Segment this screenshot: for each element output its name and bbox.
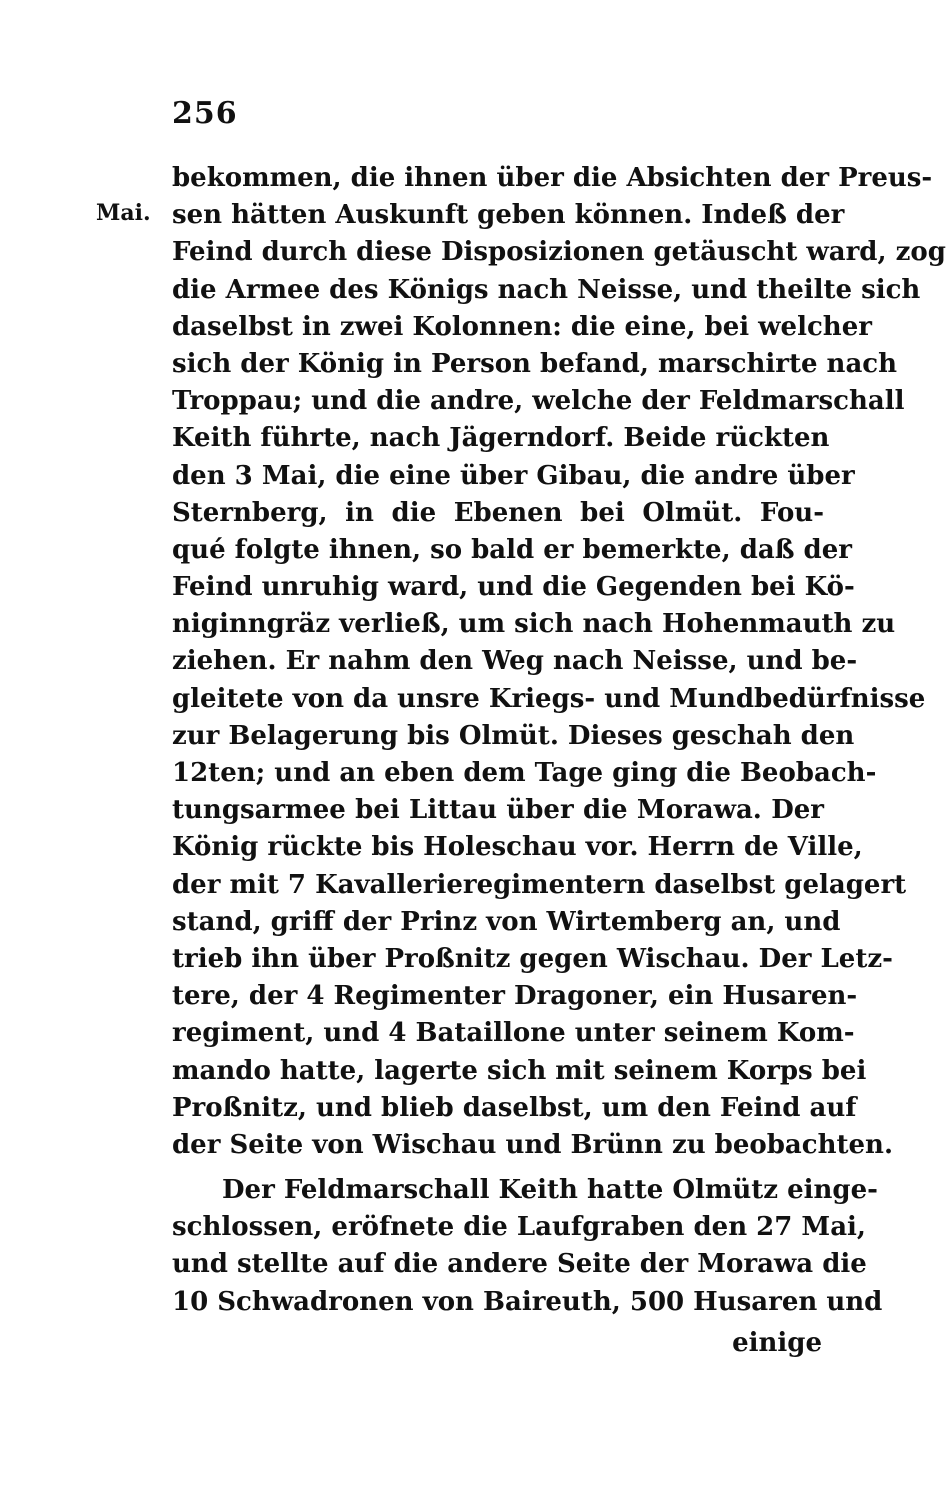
text-line: 12ten; und an eben dem Tage ging die Beobach- (172, 758, 877, 788)
catchword: einige (732, 1328, 822, 1358)
text-line: niginngräz verließ, um sich nach Hohenmauth zu (172, 609, 896, 640)
text-line: bekommen, die ihnen über die Absichten der Preus- (172, 163, 933, 193)
page-number: 256 (172, 96, 238, 131)
text-line: gleitete von da unsre Kriegs- und Mundbedürfnisse (172, 683, 926, 714)
text-line: qué folgte ihnen, so bald er bemerkte, daß der (172, 534, 852, 565)
text-line: schlossen, eröfnete die Laufgraben den 27 Mai, (172, 1212, 866, 1243)
text-line: Feind durch diese Disposizionen getäuscht ward, zog (172, 237, 946, 268)
text-line: Proßnitz, und blieb daselbst, um den Feind auf (172, 1092, 857, 1123)
text-line: Keith führte, nach Jägerndorf. Beide rückten (172, 423, 830, 454)
paragraph-1 (172, 160, 946, 1164)
text-line: Feind unruhig ward, und die Gegenden bei Kö- (172, 572, 855, 603)
text-line: tungsarmee bei Littau über die Morawa. Der (172, 795, 824, 826)
paragraph-2 (172, 1172, 883, 1321)
text-line: und stellte auf die andere Seite der Morawa die (172, 1249, 867, 1280)
text-line: sen hätten Auskunft geben können. Indeß der (172, 200, 845, 231)
text-line: der Seite von Wischau und Brünn zu beobachten. (172, 1129, 893, 1160)
text-line: die Armee des Königs nach Neisse, und theilte sich (172, 274, 921, 305)
text-line: mando hatte, lagerte sich mit seinem Korps bei (172, 1055, 867, 1086)
text-line: den 3 Mai, die eine über Gibau, die andre über (172, 460, 855, 491)
text-line: sich der König in Person befand, marschirte nach (172, 348, 898, 379)
text-line: ziehen. Er nahm den Weg nach Neisse, und be- (172, 646, 858, 677)
text-line: daselbst in zwei Kolonnen: die eine, bei welcher (172, 311, 872, 342)
text-line: der mit 7 Kavallerieregimentern daselbst gelagert (172, 869, 907, 900)
margin-note: Mai. (96, 200, 151, 226)
text-line: König rückte bis Holeschau vor. Herrn de Ville, (172, 832, 863, 863)
body-text (172, 160, 946, 1321)
text-line: stand, griff der Prinz von Wirtemberg an, und (172, 906, 841, 937)
text-line: regiment, und 4 Bataillone unter seinem Kom- (172, 1018, 855, 1049)
text-line: 10 Schwadronen von Baireuth, 500 Husaren und (172, 1286, 883, 1317)
text-line: zur Belagerung bis Olmüt. Dieses geschah den (172, 720, 855, 751)
text-line: Troppau; und die andre, welche der Feldmarschall (172, 386, 905, 417)
text-line: tere, der 4 Regimenter Dragoner, ein Husaren- (172, 981, 858, 1012)
text-line: Sternberg, in die Ebenen bei Olmüt. Fou- (172, 497, 824, 528)
text-line: trieb ihn über Proßnitz gegen Wischau. Der Letz- (172, 943, 893, 974)
text-line: Der Feldmarschall Keith hatte Olmütz einge- (222, 1175, 878, 1206)
